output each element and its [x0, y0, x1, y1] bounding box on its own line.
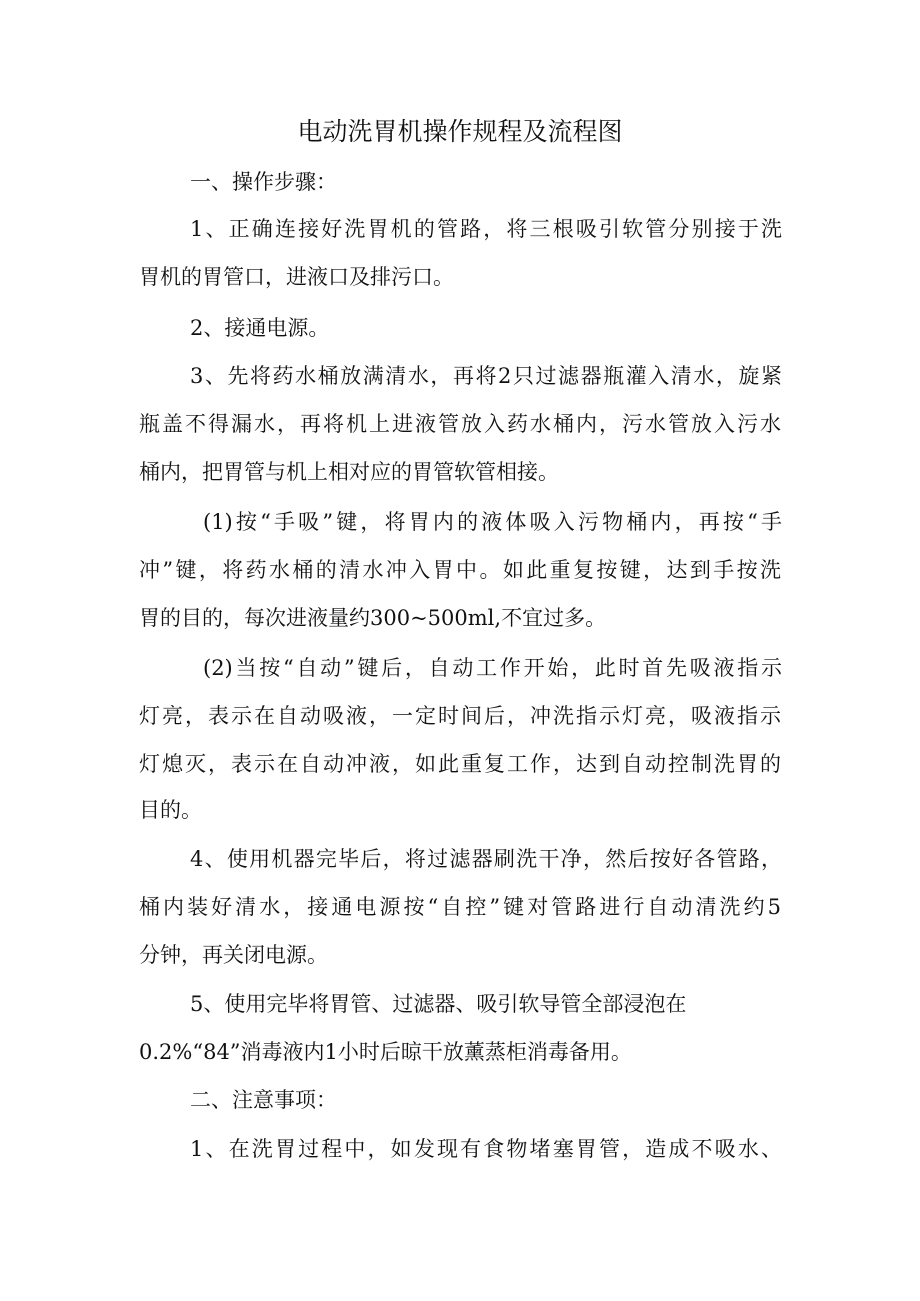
- document-title: 电动洗胃机操作规程及流程图: [297, 117, 623, 146]
- step-4-line-1: 4、使用机器完毕后，将过滤器刷洗干净，然后按好各管路，: [190, 847, 782, 871]
- sub-item-2-line-2: 灯亮，表示在自动吸液，一定时间后，冲洗指示灯亮，吸液指示: [139, 704, 781, 728]
- sub-item-1-line-3: 胃的目的，每次进液量约300~500ml,不宜过多。: [139, 606, 607, 630]
- step-1-line-2: 胃机的胃管口，进液口及排污口。: [139, 265, 454, 289]
- sub-item-2-line-4: 目的。: [139, 798, 202, 822]
- step-4-line-2: 桶内装好清水，接通电源按“自控”键对管路进行自动清洗约5: [139, 895, 781, 919]
- step-5-line-2: 0.2%“84”消毒液内1小时后晾干放薰蒸柜消毒备用。: [139, 1040, 632, 1064]
- step-3-line-2: 瓶盖不得漏水，再将机上进液管放入药水桶内，污水管放入污水: [139, 412, 781, 436]
- sub-item-1-line-1: (1)按“手吸”键，将胃内的液体吸入污物桶内，再按“手: [203, 510, 782, 534]
- section-heading-operation-steps: 一、操作步骤：: [190, 170, 337, 194]
- step-3-line-3: 桶内，把胃管与机上相对应的胃管软管相接。: [139, 460, 559, 484]
- section-heading-precautions: 二、注意事项：: [190, 1088, 337, 1112]
- note-1-line-1: 1、在洗胃过程中，如发现有食物堵塞胃管，造成不吸水、: [190, 1137, 782, 1161]
- sub-item-2-line-1: (2)当按“自动”键后，自动工作开始，此时首先吸液指示: [203, 656, 782, 680]
- step-4-line-3: 分钟，再关闭电源。: [139, 943, 328, 967]
- step-5-line-1: 5、使用完毕将胃管、过滤器、吸引软导管全部浸泡在: [190, 992, 687, 1016]
- sub-item-1-line-2: 冲”键，将药水桶的清水冲入胃中。如此重复按键，达到手按洗: [139, 558, 781, 582]
- step-3-line-1: 3、先将药水桶放满清水，再将2只过滤器瓶灌入清水，旋紧: [190, 364, 782, 388]
- step-1-line-1: 1、正确连接好洗胃机的管路，将三根吸引软管分别接于洗: [190, 217, 782, 241]
- sub-item-2-line-3: 灯熄灭，表示在自动冲液，如此重复工作，达到自动控制洗胃的: [139, 752, 781, 776]
- step-2-line-1: 2、接通电源。: [190, 316, 330, 340]
